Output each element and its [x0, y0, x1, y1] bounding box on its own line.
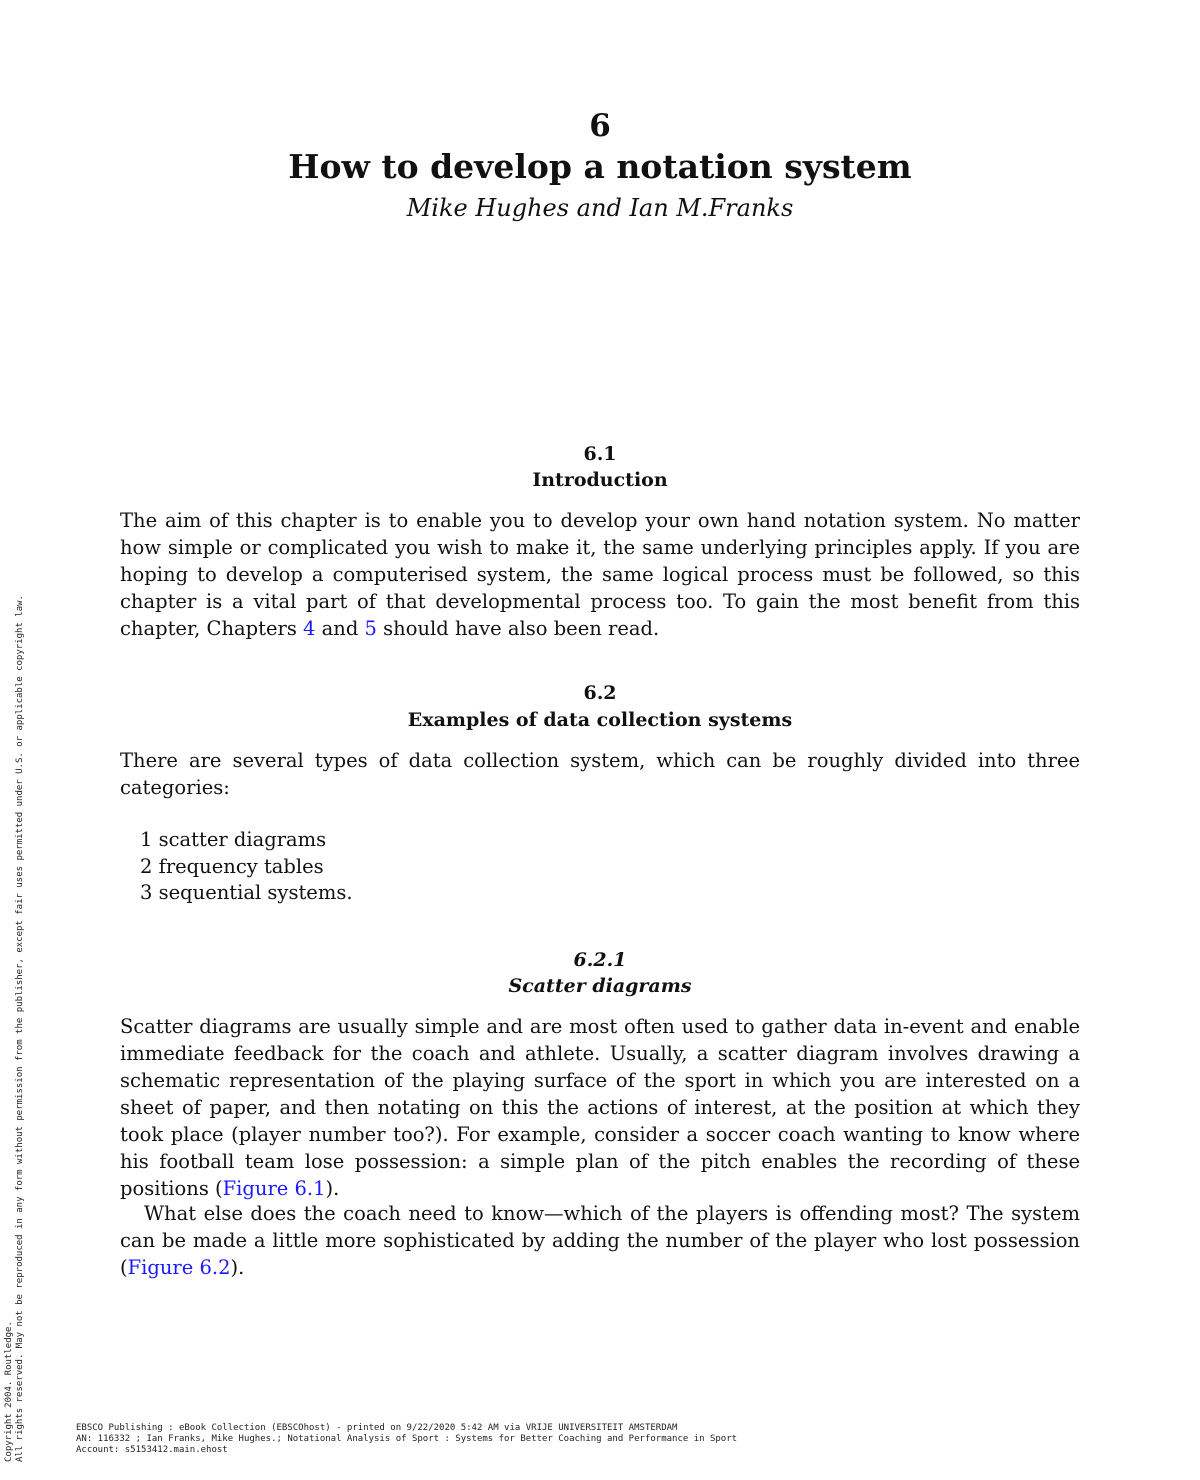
intro-text-end: should have also been read.	[376, 617, 660, 640]
chapter-5-link[interactable]: 5	[364, 617, 377, 640]
scatter-text-1: Scatter diagrams are usually simple and are most often used to gather data in-event and enable immediate feedback for the coach and athlete. Usually, a scatter diagram involves drawing a schematic representation of the playing surface of the sport in which you are interested on a sheet of paper, and then notating on this the actions of interest, at the position at which they took place (player number too?). For example, consider a soccer coach wanting to know where his football team lose possession: a simple plan of the pitch enables the recording of these positions (	[120, 1015, 1080, 1200]
scatter-paragraph-1	[120, 1013, 1080, 1202]
chapter-title: How to develop a notation system	[288, 147, 912, 186]
copyright-line: Copyright 2004. Routledge.	[4, 1321, 14, 1462]
intro-paragraph	[120, 507, 1080, 642]
section-number-intro: 6.1	[583, 443, 617, 465]
chapter-4-link[interactable]: 4	[303, 617, 316, 640]
footer-citation-line: AN: 116332 ; Ian Franks, Mike Hughes.; Notational Analysis of Sport : Systems for Better Coaching and Performance in Sport	[76, 1434, 738, 1444]
chapter-number: 6	[589, 108, 611, 144]
section-number-examples: 6.2	[583, 682, 617, 704]
intro-text-start: The aim of this chapter is to enable you to develop your own hand notation system. No matter how simple or complicated you wish to make it, the same underlying principles apply. If you are hoping to develop a computerised system, the same logical process must be followed, so this chapter is a vital part of that developmental process too. To gain the most benefit from this chapter, Chapters	[120, 509, 1080, 640]
chapter-authors: Mike Hughes and Ian M.Franks	[406, 194, 794, 222]
intro-text-mid: and	[315, 617, 365, 640]
footer-print-line: EBSCO Publishing : eBook Collection (EBSCOhost) - printed on 9/22/2020 5:42 AM via VRIJE UNIVERSITEIT AMSTERDAM	[76, 1423, 678, 1433]
section-number-scatter: 6.2.1	[573, 949, 627, 971]
scatter-text-2-end: ).	[230, 1256, 245, 1279]
examples-paragraph: There are several types of data collection system, which can be roughly divided into three categories:	[120, 749, 1080, 799]
scatter-text-1-end: ).	[325, 1177, 340, 1200]
section-title-scatter: Scatter diagrams	[508, 975, 692, 997]
section-title-intro: Introduction	[532, 469, 668, 491]
footer-account-line: Account: s5153412.main.ehost	[76, 1445, 228, 1455]
list-item: 1 scatter diagrams	[140, 828, 327, 851]
footer	[76, 1423, 737, 1456]
scatter-text-2: What else does the coach need to know—which of the players is offending most? The system can be made a little more sophisticated by adding the number of the player who lost possession (	[120, 1202, 1080, 1279]
figure-6-1-link[interactable]: Figure 6.1	[222, 1177, 326, 1200]
categories-list	[140, 827, 1040, 907]
scatter-paragraph-2	[120, 1200, 1080, 1281]
list-item: 3 sequential systems.	[140, 881, 353, 904]
figure-6-2-link[interactable]: Figure 6.2	[127, 1256, 231, 1279]
list-item: 2 frequency tables	[140, 854, 324, 878]
section-title-examples: Examples of data collection systems	[407, 709, 793, 731]
rights-line: All rights reserved. May not be reproduced in any form without permission from the publisher, except fair uses permitted under U.S. or applicable copyright law.	[15, 595, 25, 1462]
